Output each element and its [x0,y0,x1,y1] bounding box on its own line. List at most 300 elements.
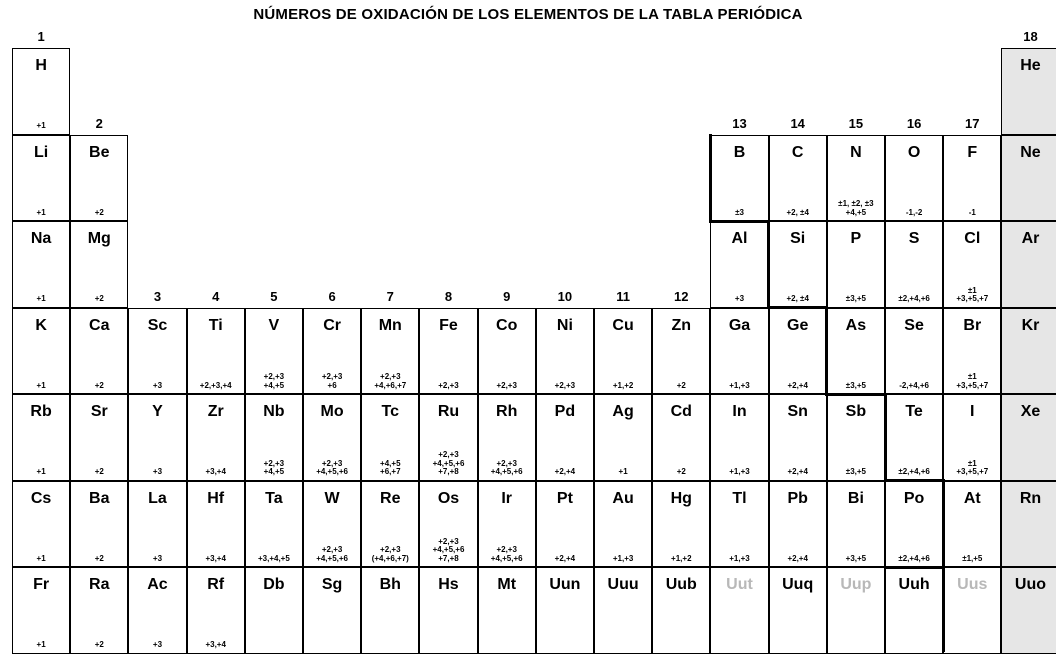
element-cell-s[interactable] [885,221,943,308]
oxidation-line: +4,+5,+6 [490,553,523,563]
oxidation-line: +2 [94,294,104,304]
element-symbol: Rn [1019,489,1042,507]
element-cell-sc[interactable] [128,308,186,395]
oxidation-states [886,295,942,303]
oxidation-line: -1 [968,207,976,217]
element-cell-kr[interactable] [1001,308,1056,395]
element-symbol: V [268,316,280,334]
element-symbol: Na [30,230,52,247]
element-symbol: Nb [263,403,285,420]
oxidation-line: +2,+3 [321,458,343,468]
element-cell-uun[interactable] [536,567,594,654]
oxidation-states [770,555,826,563]
oxidation-line: +2 [94,640,104,650]
oxidation-states [770,468,826,476]
element-symbol: I [970,403,975,420]
oxidation-states [828,295,884,303]
oxidation-line: +2,+3 [380,372,401,382]
oxidation-line: +4,+5,+6 [432,458,465,468]
oxidation-line: +2,+4 [554,467,576,477]
element-cell-hg[interactable] [652,481,710,568]
oxidation-line: +3,+5,+7 [956,380,989,390]
oxidation-states [537,382,593,390]
element-cell-re[interactable] [361,481,419,568]
oxidation-line: +6,+7 [380,467,401,477]
element-symbol: Sc [147,316,168,334]
oxidation-states [420,451,476,476]
oxidation-line: -2,+4,+6 [899,380,929,390]
element-cell-rf[interactable] [187,567,245,654]
element-symbol: Cd [670,403,692,420]
oxidation-states [246,460,302,477]
element-cell-ac[interactable] [128,567,186,654]
element-cell-br[interactable] [943,308,1001,395]
element-symbol: P [850,230,862,247]
element-cell-be[interactable] [70,135,128,222]
element-cell-ar[interactable] [1001,221,1056,308]
group-number-11: 11 [616,288,630,304]
element-cell-mn[interactable] [361,308,419,395]
oxidation-line: +1 [36,553,46,563]
oxidation-line: +3,+5 [845,553,867,563]
oxidation-line: +4,+5,+6 [490,467,523,477]
oxidation-states [188,468,244,476]
group-number-5: 5 [270,288,278,304]
element-cell-y[interactable] [128,394,186,481]
oxidation-line: +2 [676,467,686,477]
element-cell-bi[interactable] [827,481,885,568]
oxidation-states [886,555,942,563]
element-symbol: Pt [556,489,573,507]
element-symbol: Ac [147,576,168,593]
oxidation-line: +1,+2 [671,553,692,563]
element-cell-rb[interactable] [12,394,70,481]
oxidation-states [595,382,651,390]
group-number-9: 9 [503,288,511,304]
oxidation-states [129,555,185,563]
element-cell-uup[interactable] [827,567,885,654]
element-symbol: Bh [379,576,401,593]
oxidation-line: ±2,+4,+6 [898,467,930,477]
element-cell-sb[interactable] [827,394,885,481]
oxidation-line: +1 [36,294,46,304]
group-number-12: 12 [674,288,689,304]
oxidation-line: +1 [36,467,46,477]
element-symbol: Br [963,316,982,334]
oxidation-states [13,122,69,130]
element-cell-uuo[interactable] [1001,567,1056,654]
element-symbol: Ge [787,316,809,334]
oxidation-states [828,468,884,476]
oxidation-states [420,382,476,390]
element-cell-n[interactable] [827,135,885,222]
oxidation-states [13,555,69,563]
element-symbol: Uuh [898,576,930,593]
element-symbol: Cl [964,230,981,247]
oxidation-states [653,555,709,563]
element-cell-uuh[interactable] [885,567,943,654]
element-symbol: Mn [378,316,402,334]
oxidation-line: +3 [152,467,163,477]
element-cell-ba[interactable] [70,481,128,568]
oxidation-line: -1,-2 [905,207,923,217]
element-cell-ga[interactable] [710,308,768,395]
element-cell-au[interactable] [594,481,652,568]
element-cell-cd[interactable] [652,394,710,481]
element-symbol: Y [152,403,163,420]
oxidation-line: +7,+8 [438,553,459,563]
oxidation-line: +2,+4 [787,467,808,477]
element-cell-uut[interactable] [710,567,768,654]
oxidation-states [886,382,942,390]
element-cell-os[interactable] [419,481,477,568]
element-symbol: Ti [208,316,223,334]
element-symbol: Mt [497,576,517,593]
oxidation-line: +2,+3 [496,545,517,555]
element-cell-nb[interactable] [245,394,303,481]
oxidation-states [479,382,535,390]
element-cell-cu[interactable] [594,308,652,395]
oxidation-states [828,200,884,217]
oxidation-line: +4,+5 [380,458,401,468]
oxidation-line: +3 [152,380,163,390]
oxidation-states [944,287,1000,304]
element-symbol: Fr [33,576,50,593]
oxidation-states [13,382,69,390]
element-symbol: At [963,489,981,507]
element-symbol: Uup [840,576,872,593]
oxidation-states [595,468,651,476]
element-symbol: Ra [89,576,110,593]
oxidation-states [362,546,418,563]
element-symbol: Co [496,316,518,334]
oxidation-line: +2,+3 [263,458,285,468]
element-symbol: Sn [787,403,808,420]
element-symbol: Ar [1021,230,1040,247]
element-cell-uus[interactable] [943,567,1001,654]
element-cell-p[interactable] [827,221,885,308]
oxidation-states [71,555,127,563]
element-symbol: Re [380,489,401,507]
element-cell-ge[interactable] [769,308,827,395]
element-symbol: F [967,143,978,161]
element-cell-zn[interactable] [652,308,710,395]
oxidation-line: +1 [36,380,46,390]
element-symbol: Sg [321,576,343,593]
element-symbol: Uut [726,576,753,593]
oxidation-line: +1 [36,640,46,650]
element-cell-xe[interactable] [1001,394,1056,481]
element-cell-rn[interactable] [1001,481,1056,568]
oxidation-line: +3,+5,+7 [956,294,989,304]
element-cell-b[interactable] [710,135,768,222]
element-symbol: W [324,489,340,507]
element-cell-as[interactable] [827,308,885,395]
element-cell-pb[interactable] [769,481,827,568]
element-symbol: Cr [323,316,341,334]
oxidation-line: +6 [327,380,337,390]
element-cell-sg[interactable] [303,567,361,654]
oxidation-line: +2,+3 [496,458,517,468]
element-symbol: Tc [381,403,400,420]
group-number-2: 2 [95,115,103,131]
oxidation-line: +2,+3 [438,536,459,546]
oxidation-states [71,295,127,303]
oxidation-line: +2,+3 [554,380,576,390]
element-cell-ca[interactable] [70,308,128,395]
element-cell-la[interactable] [128,481,186,568]
element-symbol: Rh [496,403,518,420]
oxidation-line: +4,+5,+6 [316,467,348,477]
element-symbol: Uuq [782,576,814,593]
element-symbol: Po [903,489,925,507]
oxidation-line: +2,+4 [554,553,576,563]
element-symbol: Ir [501,489,513,507]
stair-h-po [884,566,945,569]
element-cell-mo[interactable] [303,394,361,481]
element-cell-pt[interactable] [536,481,594,568]
oxidation-line: +2,+3,+4 [199,380,232,390]
element-cell-ra[interactable] [70,567,128,654]
oxidation-states [944,373,1000,390]
stair-v-b [709,134,712,223]
element-cell-cr[interactable] [303,308,361,395]
oxidation-line: +4,+5 [263,380,285,390]
oxidation-states [711,382,767,390]
element-cell-in[interactable] [710,394,768,481]
group-number-8: 8 [444,288,453,304]
oxidation-line: +3,+4 [205,553,226,563]
element-cell-o[interactable] [885,135,943,222]
group-number-10: 10 [557,288,573,304]
element-cell-sn[interactable] [769,394,827,481]
oxidation-line: ±1 [967,458,977,468]
stair-h-te [884,479,945,482]
oxidation-line: +4,+6,+7 [374,380,407,390]
element-symbol: Rf [207,576,225,593]
element-cell-fr[interactable] [12,567,70,654]
element-symbol: Al [731,230,748,247]
element-cell-hs[interactable] [419,567,477,654]
oxidation-states [188,555,244,563]
element-symbol: B [733,143,746,161]
element-cell-mg[interactable] [70,221,128,308]
oxidation-line: ±2,+4,+6 [898,553,930,563]
oxidation-states [770,382,826,390]
group-number-16: 16 [906,115,922,131]
oxidation-states [828,382,884,390]
oxidation-line: +3,+5,+7 [956,467,989,477]
oxidation-states [13,468,69,476]
group-number-4: 4 [212,288,220,304]
oxidation-states [420,538,476,563]
oxidation-states [129,382,185,390]
oxidation-states [653,468,709,476]
oxidation-states [304,373,360,390]
oxidation-line: ±3,+5 [845,467,866,477]
element-cell-rh[interactable] [478,394,536,481]
oxidation-states [828,555,884,563]
oxidation-states [711,555,767,563]
element-cell-al[interactable] [710,221,768,308]
oxidation-line: +3 [152,553,163,563]
oxidation-states [770,209,826,217]
element-symbol: Xe [1020,403,1041,420]
oxidation-line: +2,+4 [787,380,808,390]
element-cell-tl[interactable] [710,481,768,568]
element-symbol: Ne [1020,143,1041,161]
element-cell-uub[interactable] [652,567,710,654]
oxidation-states [13,295,69,303]
element-symbol: Db [263,576,285,593]
element-cell-na[interactable] [12,221,70,308]
element-symbol: Li [33,143,49,161]
element-symbol: Uus [957,576,988,593]
element-cell-v[interactable] [245,308,303,395]
group-number-15: 15 [848,115,864,131]
element-symbol: Tl [732,489,747,507]
oxidation-line: ±3,+5 [845,294,866,304]
stair-h-as [825,393,886,396]
oxidation-line: +3,+4 [205,467,226,477]
element-cell-ta[interactable] [245,481,303,568]
element-cell-li[interactable] [12,135,70,222]
oxidation-states [129,468,185,476]
element-cell-ni[interactable] [536,308,594,395]
oxidation-states [246,555,302,563]
element-cell-k[interactable] [12,308,70,395]
element-symbol: As [845,316,867,334]
oxidation-states [362,373,418,390]
stair-v-at [942,481,945,568]
element-symbol: Mg [87,230,111,247]
element-cell-uuu[interactable] [594,567,652,654]
element-cell-ir[interactable] [478,481,536,568]
oxidation-line: +2 [94,207,104,217]
stair-v-uus [942,566,945,653]
element-symbol: Ta [265,489,283,507]
element-symbol: Hs [438,576,459,593]
element-cell-cl[interactable] [943,221,1001,308]
element-cell-co[interactable] [478,308,536,395]
element-symbol: Ag [612,403,634,420]
element-cell-h[interactable] [12,48,70,135]
element-cell-fe[interactable] [419,308,477,395]
element-cell-te[interactable] [885,394,943,481]
element-cell-bh[interactable] [361,567,419,654]
oxidation-states [71,641,127,649]
element-cell-si[interactable] [769,221,827,308]
oxidation-line: +2, ±4 [786,294,809,304]
element-cell-pd[interactable] [536,394,594,481]
element-cell-uuq[interactable] [769,567,827,654]
element-cell-i[interactable] [943,394,1001,481]
element-cell-ru[interactable] [419,394,477,481]
oxidation-states [304,460,360,477]
oxidation-states [304,546,360,563]
oxidation-line: (+4,+6,+7) [371,553,409,563]
element-symbol: Hg [670,489,692,507]
oxidation-line: +2,+3 [438,380,459,390]
element-cell-hf[interactable] [187,481,245,568]
oxidation-line: +1 [36,207,46,217]
oxidation-states [71,468,127,476]
group-number-7: 7 [386,288,394,304]
element-cell-cs[interactable] [12,481,70,568]
element-cell-w[interactable] [303,481,361,568]
element-cell-po[interactable] [885,481,943,568]
oxidation-states [13,209,69,217]
oxidation-line: ±3,+5 [845,380,866,390]
stair-v-as [825,308,828,395]
element-symbol: La [148,489,167,507]
element-symbol: Si [790,230,806,247]
group-number-3: 3 [153,288,162,304]
element-cell-tc[interactable] [361,394,419,481]
group-number-6: 6 [328,288,336,304]
element-symbol: Ba [89,489,110,507]
element-cell-ti[interactable] [187,308,245,395]
oxidation-line: +3 [734,294,745,304]
stair-v-te [884,394,887,481]
element-symbol: In [732,403,747,420]
oxidation-line: +4,+5,+6 [316,553,348,563]
element-symbol: C [791,143,804,161]
element-cell-at[interactable] [943,481,1001,568]
element-symbol: Kr [1021,316,1040,334]
element-cell-mt[interactable] [478,567,536,654]
element-symbol: Mo [320,403,344,420]
oxidation-states [944,555,1000,563]
oxidation-line: ±1 [967,372,977,382]
oxidation-line: +2,+3 [438,450,459,460]
element-symbol: Cs [30,489,52,507]
element-cell-ne[interactable] [1001,135,1056,222]
oxidation-states [944,460,1000,477]
element-cell-f[interactable] [943,135,1001,222]
oxidation-states [129,641,185,649]
element-cell-ag[interactable] [594,394,652,481]
element-symbol: O [907,143,921,161]
element-cell-he[interactable] [1001,48,1056,135]
group-number-13: 13 [732,115,747,131]
oxidation-states [537,468,593,476]
element-symbol: Uun [549,576,581,593]
oxidation-line: +2,+3 [496,380,517,390]
element-symbol: Hf [207,489,225,507]
element-cell-db[interactable] [245,567,303,654]
element-symbol: Os [437,489,460,507]
element-cell-c[interactable] [769,135,827,222]
oxidation-line: +4,+5,+6 [432,545,465,555]
element-cell-zr[interactable] [187,394,245,481]
oxidation-line: +3 [152,640,163,650]
oxidation-line: +1 [618,467,628,477]
oxidation-states [479,460,535,477]
group-number-1: 1 [37,29,45,44]
element-symbol: Ru [437,403,460,420]
element-cell-sr[interactable] [70,394,128,481]
oxidation-line: +2 [94,553,104,563]
oxidation-line: +3,+4,+5 [257,553,290,563]
stair-h-si [767,306,828,309]
element-cell-se[interactable] [885,308,943,395]
oxidation-line: +2, ±4 [786,207,809,217]
element-symbol: Bi [847,489,864,507]
element-symbol: Ni [556,316,573,334]
oxidation-line: +1,+3 [612,553,634,563]
oxidation-states [71,209,127,217]
